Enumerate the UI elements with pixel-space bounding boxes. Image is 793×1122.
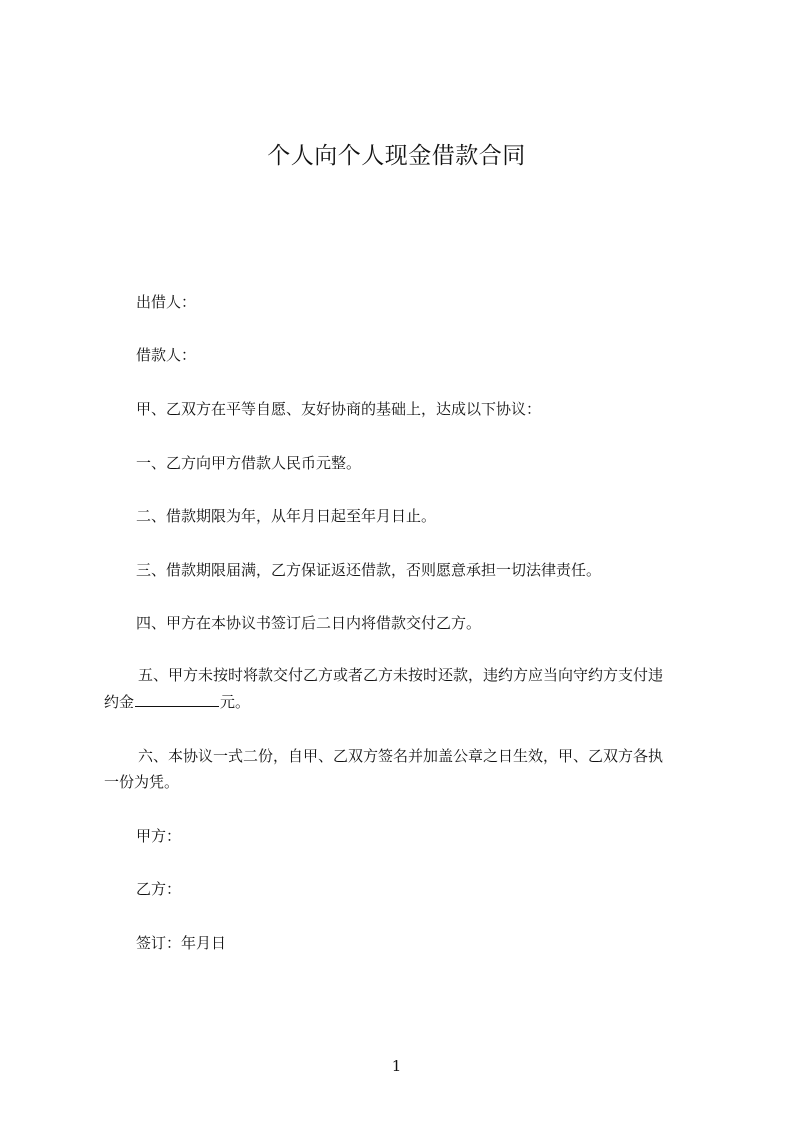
document-title: 个人向个人现金借款合同	[267, 143, 526, 169]
page-number: 1	[391, 1057, 402, 1075]
signed-date-label: 签订：年月日	[136, 934, 227, 952]
clause-5-suffix: 元。	[220, 693, 251, 711]
preamble: 甲、乙双方在平等自愿、友好协商的基础上，达成以下协议：	[136, 400, 542, 418]
clause-2: 二、借款期限为年，从年月日起至年月日止。	[136, 507, 437, 525]
borrower-label: 借款人：	[136, 346, 197, 364]
party-a-label: 甲方：	[136, 827, 182, 845]
clause-3: 三、借款期限届满，乙方保证返还借款，否则愿意承担一切法律责任。	[136, 561, 602, 579]
clause-6-line-2: 一份为凭。	[104, 773, 180, 791]
clause-5-prefix: 约金	[104, 693, 135, 711]
clause-4: 四、甲方在本协议书签订后二日内将借款交付乙方。	[136, 614, 482, 632]
clause-5-line-1: 五、甲方未按时将款交付乙方或者乙方未按时还款，违约方应当向守约方支付违	[138, 666, 664, 684]
lender-label: 出借人：	[136, 293, 197, 311]
clause-6-line-1: 六、本协议一式二份，自甲、乙双方签名并加盖公章之日生效，甲、乙双方各执	[138, 747, 664, 765]
penalty-amount-blank	[135, 692, 219, 707]
party-b-label: 乙方：	[136, 880, 182, 898]
clause-5-line-2	[104, 692, 250, 712]
clause-1: 一、乙方向甲方借款人民币元整。	[136, 454, 362, 472]
